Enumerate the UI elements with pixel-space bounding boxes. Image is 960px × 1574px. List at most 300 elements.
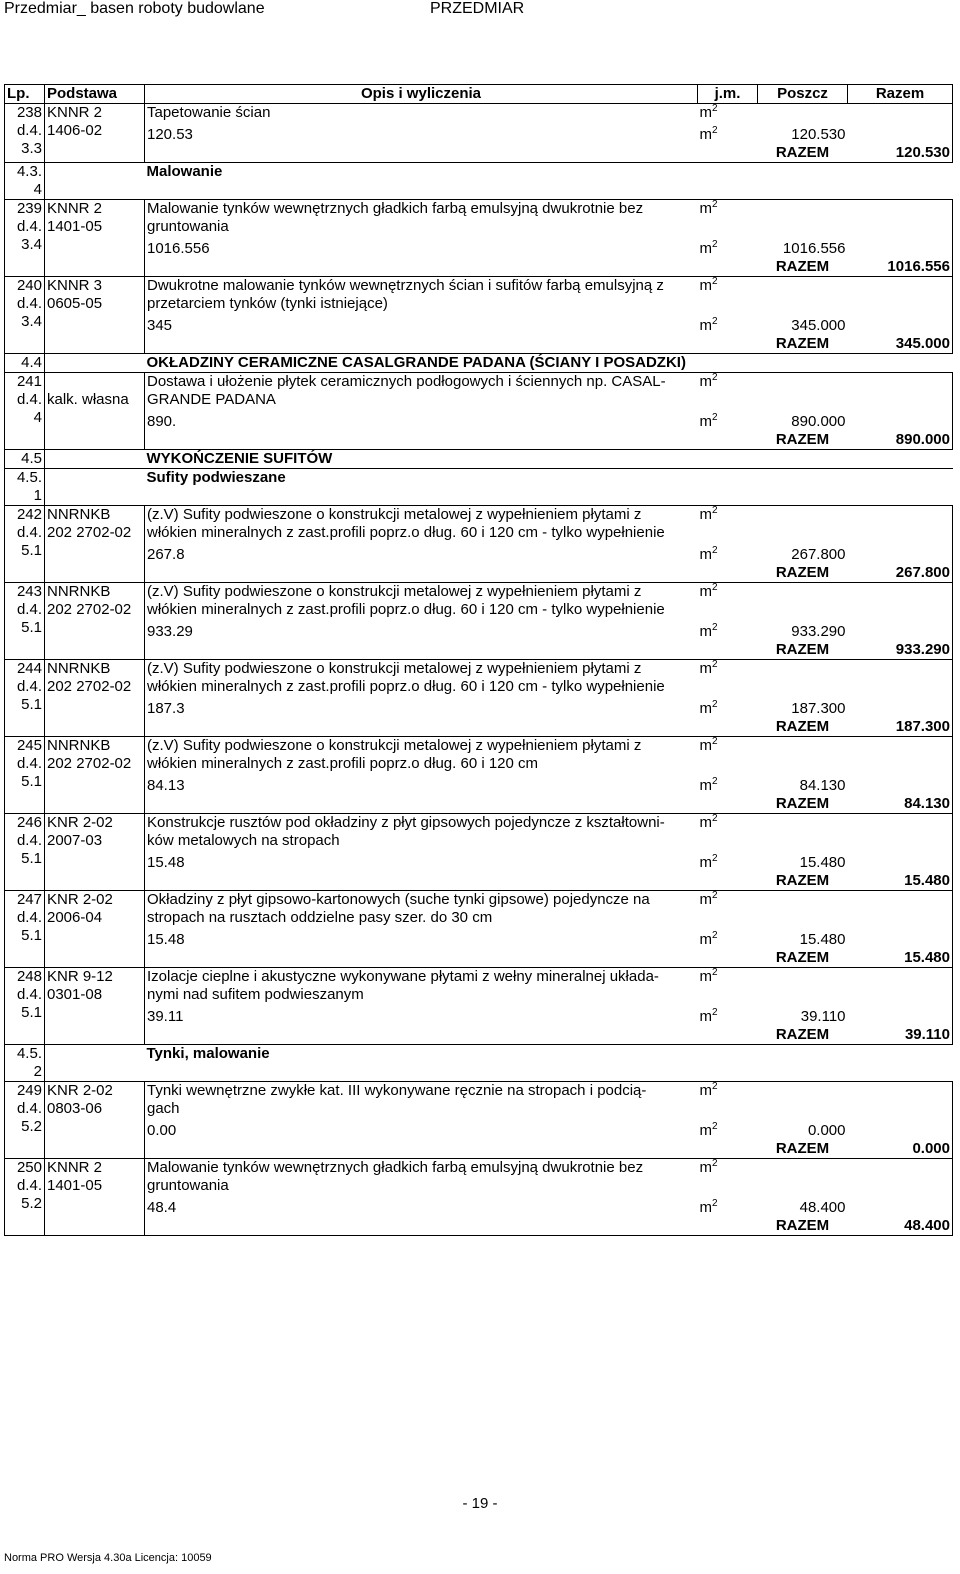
item-number-line: 5.1 <box>21 773 42 790</box>
item-quantity: 1016.556 <box>147 240 210 257</box>
item-description <box>145 737 698 774</box>
unit-symbol: m <box>699 931 712 948</box>
unit-exponent: 2 <box>712 412 718 423</box>
item-total <box>848 1026 953 1045</box>
section-title <box>145 163 953 200</box>
empty-cell <box>848 542 953 564</box>
item-number-line: 3.3 <box>21 140 42 157</box>
empty-cell <box>145 718 758 737</box>
item-basis <box>45 1082 145 1159</box>
unit-exponent: 2 <box>712 659 718 670</box>
item-description <box>145 104 698 123</box>
empty-cell <box>848 927 953 949</box>
table-row <box>5 660 953 697</box>
razem-label-text: RAZEM <box>775 795 830 812</box>
quantity-row <box>5 1195 953 1217</box>
item-description <box>145 1159 698 1196</box>
item-description <box>145 200 698 237</box>
unit-symbol: m <box>699 968 712 985</box>
item-basis-line: 202 2702-02 <box>47 524 132 541</box>
quantity-unit <box>698 773 758 795</box>
razem-label-text: RAZEM <box>775 564 830 581</box>
item-number-line: 244 <box>16 660 42 677</box>
item-total-value: 84.130 <box>904 795 950 812</box>
unit-symbol: m <box>699 1122 712 1139</box>
item-unit <box>698 277 758 314</box>
item-basis-line: kalk. własna <box>47 391 129 408</box>
section-number <box>5 469 45 506</box>
item-total <box>848 641 953 660</box>
item-number <box>5 814 45 891</box>
item-total <box>848 718 953 737</box>
item-number-line: d.4. <box>16 1100 42 1117</box>
item-number <box>5 660 45 737</box>
item-basis <box>45 660 145 737</box>
item-description <box>145 814 698 851</box>
table-row <box>5 583 953 620</box>
quantity-row <box>5 850 953 872</box>
item-basis-line: 0301-08 <box>47 986 103 1003</box>
item-total <box>848 431 953 450</box>
item-basis-line: KNR 9-12 <box>47 968 113 985</box>
section-number <box>5 450 45 469</box>
item-basis-line: 202 2702-02 <box>47 601 132 618</box>
item-description-line: gruntowania <box>147 218 229 235</box>
unit-exponent: 2 <box>712 967 718 978</box>
total-row <box>5 718 953 737</box>
unit-exponent: 2 <box>712 582 718 593</box>
item-quantity: 15.48 <box>147 931 185 948</box>
item-number-line: 245 <box>16 737 42 754</box>
item-unit <box>698 104 758 123</box>
razem-label-text: RAZEM <box>775 431 830 448</box>
item-number <box>5 200 45 277</box>
unit-exponent: 2 <box>712 622 718 633</box>
total-row <box>5 795 953 814</box>
item-number-line: 5.1 <box>21 619 42 636</box>
total-row <box>5 1217 953 1236</box>
section-number-line: 4.3. <box>16 163 42 180</box>
empty-cell <box>848 122 953 144</box>
razem-label <box>758 1140 848 1159</box>
empty-cell <box>45 469 145 506</box>
unit-exponent: 2 <box>712 699 718 710</box>
unit-symbol: m <box>699 737 712 754</box>
item-total-value: 933.290 <box>895 641 950 658</box>
item-number <box>5 373 45 450</box>
item-quantity: 187.3 <box>147 700 185 717</box>
section-title <box>145 450 953 469</box>
empty-cell <box>758 737 848 774</box>
item-number <box>5 506 45 583</box>
item-description-line: włókien mineralnych z zast.profili poprz.o dług. 60 i 120 cm - tylko wypełnienie <box>147 678 665 695</box>
section-title-text: Malowanie <box>146 163 223 180</box>
item-unit <box>698 1159 758 1196</box>
empty-cell <box>848 737 953 774</box>
razem-label <box>758 641 848 660</box>
empty-cell <box>848 814 953 851</box>
razem-label-text: RAZEM <box>775 144 830 161</box>
quantity-unit <box>698 236 758 258</box>
item-basis <box>45 737 145 814</box>
total-row <box>5 144 953 163</box>
unit-symbol: m <box>699 777 712 794</box>
empty-cell <box>848 1159 953 1196</box>
item-basis-line: 0605-05 <box>47 295 103 312</box>
quantity-row <box>5 313 953 335</box>
unit-exponent: 2 <box>712 545 718 556</box>
item-poszcz: 15.480 <box>799 931 846 948</box>
item-basis <box>45 1159 145 1236</box>
column-header-poszcz: Poszcz <box>758 85 848 104</box>
item-number <box>5 1082 45 1159</box>
empty-cell <box>758 373 848 410</box>
quantity-unit <box>698 409 758 431</box>
item-number-line: 246 <box>16 814 42 831</box>
quantity-unit <box>698 122 758 144</box>
total-row <box>5 641 953 660</box>
item-total <box>848 258 953 277</box>
item-unit <box>698 583 758 620</box>
section-number <box>5 163 45 200</box>
unit-exponent: 2 <box>712 103 718 114</box>
empty-cell <box>145 431 758 450</box>
item-description <box>145 277 698 314</box>
item-basis <box>45 373 145 450</box>
item-poszcz: 345.000 <box>791 317 846 334</box>
item-number-line: 243 <box>16 583 42 600</box>
section-row <box>5 1045 953 1082</box>
section-number-line: 4.5 <box>21 450 42 467</box>
razem-label-text: RAZEM <box>775 718 830 735</box>
empty-cell <box>145 144 758 163</box>
section-title-text: Tynki, malowanie <box>146 1045 270 1062</box>
item-poszcz: 267.800 <box>791 546 846 563</box>
razem-label <box>758 872 848 891</box>
item-total-value: 120.530 <box>895 144 950 161</box>
razem-label <box>758 795 848 814</box>
section-title-text: OKŁADZINY CERAMICZNE CASALGRANDE PADANA (ŚCIANY I POSADZKI) <box>146 354 686 371</box>
quantity-unit <box>698 313 758 335</box>
item-description-line: Dostawa i ułożenie płytek ceramicznych podłogowych i ściennych np. CASAL- <box>147 373 666 390</box>
unit-symbol: m <box>699 546 712 563</box>
item-number-line: 239 <box>16 200 42 217</box>
item-basis <box>45 583 145 660</box>
table-row <box>5 737 953 774</box>
empty-cell <box>145 1026 758 1045</box>
unit-symbol: m <box>699 317 712 334</box>
item-quantity: 15.48 <box>147 854 185 871</box>
unit-symbol: m <box>699 104 712 121</box>
column-header-jm: j.m. <box>698 85 758 104</box>
item-description <box>145 968 698 1005</box>
item-description-line: Malowanie tynków wewnętrznych gładkich farbą emulsyjną dwukrotnie bez <box>147 1159 644 1176</box>
unit-symbol: m <box>699 1082 712 1099</box>
unit-exponent: 2 <box>712 276 718 287</box>
empty-cell <box>45 163 145 200</box>
item-description <box>145 373 698 410</box>
unit-exponent: 2 <box>712 1121 718 1132</box>
section-title-text: WYKOŃCZENIE SUFITÓW <box>146 450 333 467</box>
quantity-row <box>5 773 953 795</box>
empty-cell <box>848 583 953 620</box>
item-basis-line: KNNR 2 <box>47 1159 103 1176</box>
item-number-line: 5.2 <box>21 1118 42 1135</box>
item-total <box>848 1217 953 1236</box>
section-number-line: 1 <box>33 487 42 504</box>
item-number-line: 5.1 <box>21 1004 42 1021</box>
total-row <box>5 431 953 450</box>
item-total-value: 39.110 <box>904 1026 950 1043</box>
section-number-line: 4.5. <box>16 469 42 486</box>
razem-label-text: RAZEM <box>775 872 830 889</box>
section-number <box>5 354 45 373</box>
unit-symbol: m <box>699 1199 712 1216</box>
unit-exponent: 2 <box>712 1158 718 1169</box>
software-license-note: Norma PRO Wersja 4.30a Licencja: 10059 <box>4 1552 212 1564</box>
razem-label <box>758 718 848 737</box>
empty-cell <box>848 1004 953 1026</box>
item-description-line: Okładziny z płyt gipsowo-kartonowych (suche tynki gipsowe) pojedyncze na <box>147 891 650 908</box>
item-basis-line: NNRNKB <box>47 583 111 600</box>
item-description-line: gach <box>147 1100 180 1117</box>
empty-cell <box>758 277 848 314</box>
item-basis-line: 1401-05 <box>47 1177 103 1194</box>
unit-symbol: m <box>699 413 712 430</box>
total-row <box>5 335 953 354</box>
item-basis <box>45 506 145 583</box>
table-row <box>5 506 953 543</box>
item-basis-line: KNNR 3 <box>47 277 103 294</box>
quantity-row <box>5 122 953 144</box>
quantity-unit <box>698 1004 758 1026</box>
section-row <box>5 163 953 200</box>
item-description-line: ków metalowych na stropach <box>147 832 340 849</box>
unit-symbol: m <box>699 277 712 294</box>
item-number <box>5 277 45 354</box>
unit-exponent: 2 <box>712 199 718 210</box>
section-number-line: 4.4 <box>21 354 42 371</box>
item-number-line: 247 <box>16 891 42 908</box>
item-unit <box>698 506 758 543</box>
item-basis-line: 202 2702-02 <box>47 678 132 695</box>
document-type: PRZEDMIAR <box>430 0 525 17</box>
unit-symbol: m <box>699 660 712 677</box>
item-poszcz: 15.480 <box>799 854 846 871</box>
item-number-line: 5.1 <box>21 927 42 944</box>
quantity-row <box>5 542 953 564</box>
item-number-line: d.4. <box>16 1177 42 1194</box>
item-number-line: 250 <box>16 1159 42 1176</box>
item-total-value: 345.000 <box>895 335 950 352</box>
section-number <box>5 1045 45 1082</box>
empty-cell <box>848 1082 953 1119</box>
section-number-line: 4.5. <box>16 1045 42 1062</box>
item-basis-line: 2007-03 <box>47 832 103 849</box>
empty-cell <box>848 660 953 697</box>
empty-cell <box>848 236 953 258</box>
item-poszcz: 120.530 <box>791 126 846 143</box>
item-quantity: 48.4 <box>147 1199 177 1216</box>
table-row <box>5 1082 953 1119</box>
item-description-line: włókien mineralnych z zast.profili poprz.o dług. 60 i 120 cm - tylko wypełnienie <box>147 524 665 541</box>
quantity-unit <box>698 542 758 564</box>
razem-label <box>758 258 848 277</box>
item-description-line: nymi nad sufitem podwieszanym <box>147 986 364 1003</box>
unit-exponent: 2 <box>712 505 718 516</box>
item-number-line: 3.4 <box>21 313 42 330</box>
item-total <box>848 144 953 163</box>
unit-exponent: 2 <box>712 1081 718 1092</box>
empty-cell <box>145 258 758 277</box>
item-basis-line: NNRNKB <box>47 660 111 677</box>
empty-cell <box>848 409 953 431</box>
item-basis-line: KNR 2-02 <box>47 814 113 831</box>
item-number-line: d.4. <box>16 122 42 139</box>
quantity-row <box>5 619 953 641</box>
section-row <box>5 469 953 506</box>
cost-estimate-table-container <box>4 84 952 1236</box>
table-row <box>5 1159 953 1196</box>
section-title <box>145 1045 953 1082</box>
item-number-line: 241 <box>16 373 42 390</box>
section-title-text: Sufity podwieszane <box>146 469 286 486</box>
item-total <box>848 564 953 583</box>
unit-exponent: 2 <box>712 853 718 864</box>
item-description-line: Konstrukcje rusztów pod okładziny z płyt gipsowych pojedyncze z kształtowni- <box>147 814 665 831</box>
empty-cell <box>758 891 848 928</box>
item-basis-line: KNNR 2 <box>47 200 103 217</box>
item-basis <box>45 104 145 163</box>
section-title <box>145 469 953 506</box>
item-number <box>5 104 45 163</box>
empty-cell <box>145 1140 758 1159</box>
empty-cell <box>848 1195 953 1217</box>
quantity-row <box>5 409 953 431</box>
section-row <box>5 354 953 373</box>
unit-symbol: m <box>699 1159 712 1176</box>
item-description-line: stropach na rusztach oddzielne pasy szer. do 30 cm <box>147 909 493 926</box>
item-description <box>145 660 698 697</box>
table-row <box>5 814 953 851</box>
item-number-line: d.4. <box>16 218 42 235</box>
unit-exponent: 2 <box>712 930 718 941</box>
empty-cell <box>758 583 848 620</box>
total-row <box>5 258 953 277</box>
item-description-line: Malowanie tynków wewnętrznych gładkich farbą emulsyjną dwukrotnie bez <box>147 200 644 217</box>
total-row <box>5 872 953 891</box>
empty-cell <box>145 641 758 660</box>
item-number-line: 238 <box>16 104 42 121</box>
empty-cell <box>45 354 145 373</box>
quantity-row <box>5 927 953 949</box>
item-number <box>5 583 45 660</box>
unit-exponent: 2 <box>712 776 718 787</box>
item-basis <box>45 814 145 891</box>
item-number-line: 3.4 <box>21 236 42 253</box>
item-total <box>848 335 953 354</box>
item-description-line: przetarciem tynków (tynki istniejące) <box>147 295 388 312</box>
item-unit <box>698 200 758 237</box>
item-total-value: 15.480 <box>904 872 950 889</box>
item-unit <box>698 737 758 774</box>
unit-symbol: m <box>699 854 712 871</box>
table-row <box>5 277 953 314</box>
item-total <box>848 872 953 891</box>
item-number-line: d.4. <box>16 524 42 541</box>
item-unit <box>698 968 758 1005</box>
section-title <box>145 354 953 373</box>
item-total-value: 0.000 <box>912 1140 950 1157</box>
empty-cell <box>848 696 953 718</box>
empty-cell <box>145 872 758 891</box>
unit-exponent: 2 <box>712 890 718 901</box>
razem-label <box>758 144 848 163</box>
item-number-line: d.4. <box>16 601 42 618</box>
item-number-line: 242 <box>16 506 42 523</box>
item-basis-line: KNNR 2 <box>47 104 103 121</box>
item-basis-line: 2006-04 <box>47 909 103 926</box>
item-description-line: włókien mineralnych z zast.profili poprz.o dług. 60 i 120 cm - tylko wypełnienie <box>147 601 665 618</box>
quantity-unit <box>698 850 758 872</box>
unit-symbol: m <box>699 700 712 717</box>
item-basis-line: KNR 2-02 <box>47 1082 113 1099</box>
unit-symbol: m <box>699 623 712 640</box>
unit-exponent: 2 <box>712 813 718 824</box>
section-number-line: 4 <box>33 181 42 198</box>
item-number-line: 249 <box>16 1082 42 1099</box>
empty-cell <box>145 949 758 968</box>
quantity-unit <box>698 696 758 718</box>
quantity-unit <box>698 619 758 641</box>
quantity-row <box>5 696 953 718</box>
item-basis-line: NNRNKB <box>47 506 111 523</box>
item-basis-line: NNRNKB <box>47 737 111 754</box>
empty-cell <box>848 313 953 335</box>
razem-label <box>758 1217 848 1236</box>
item-quantity: 0.00 <box>147 1122 177 1139</box>
empty-cell <box>848 773 953 795</box>
unit-symbol: m <box>699 126 712 143</box>
item-number-line: 4 <box>33 409 42 426</box>
empty-cell <box>848 200 953 237</box>
unit-exponent: 2 <box>712 372 718 383</box>
item-description-line: (z.V) Sufity podwieszone o konstrukcji metalowej z wypełnieniem płytami z <box>147 737 642 754</box>
unit-symbol: m <box>699 814 712 831</box>
item-poszcz: 187.300 <box>791 700 846 717</box>
item-total-value: 15.480 <box>904 949 950 966</box>
razem-label-text: RAZEM <box>775 258 830 275</box>
empty-cell <box>848 104 953 123</box>
item-basis-line: 1401-05 <box>47 218 103 235</box>
empty-cell <box>145 795 758 814</box>
item-poszcz: 0.000 <box>807 1122 846 1139</box>
unit-exponent: 2 <box>712 736 718 747</box>
empty-cell <box>848 277 953 314</box>
quantity-row <box>5 1004 953 1026</box>
unit-exponent: 2 <box>712 125 718 136</box>
unit-symbol: m <box>699 240 712 257</box>
item-number-line: 5.1 <box>21 542 42 559</box>
empty-cell <box>758 1082 848 1119</box>
unit-symbol: m <box>699 506 712 523</box>
item-number-line: 5.1 <box>21 696 42 713</box>
empty-cell <box>758 506 848 543</box>
empty-cell <box>758 200 848 237</box>
empty-cell <box>758 968 848 1005</box>
item-unit <box>698 1082 758 1119</box>
table-row <box>5 968 953 1005</box>
